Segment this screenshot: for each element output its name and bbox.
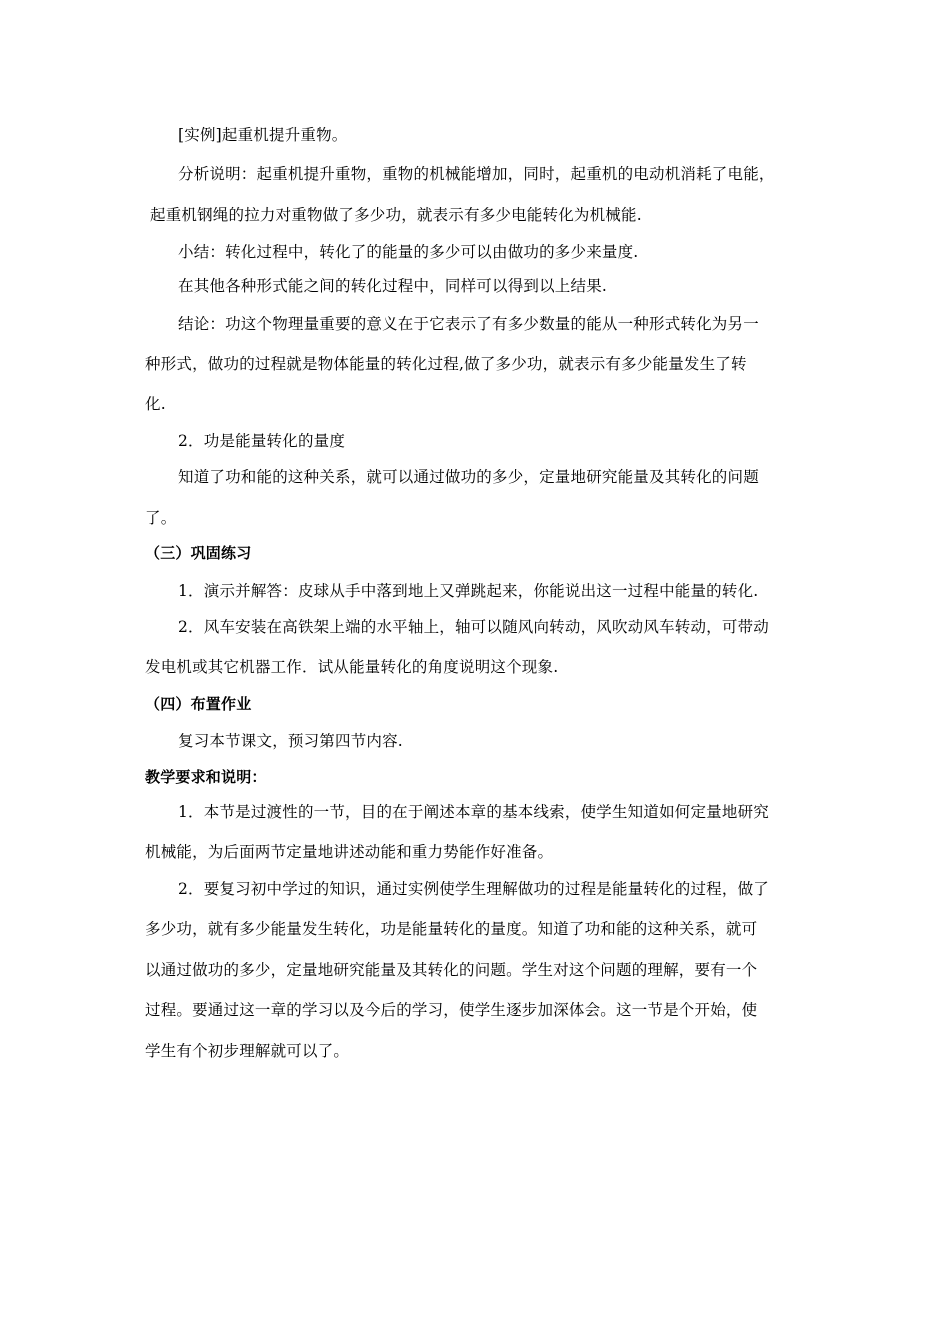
conclusion-line-1: 结论：功这个物理量重要的意义在于它表示了有多少数量的能从一种形式转化为另一	[178, 315, 759, 333]
conclusion-line-3: 化.	[145, 395, 166, 413]
requirement-2-line-3: 以通过做功的多少，定量地研究能量及其转化的问题。学生对这个问题的理解，要有一个	[145, 961, 758, 979]
requirement-2-line-2: 多少功，就有多少能量发生转化，功是能量转化的量度。知道了功和能的这种关系，就可	[145, 920, 758, 938]
analysis-line-1: 分析说明：起重机提升重物，重物的机械能增加，同时，起重机的电动机消耗了电能，	[178, 165, 775, 183]
example-line: [实例]起重机提升重物。	[178, 126, 348, 144]
section-heading-requirements: 教学要求和说明：	[145, 768, 267, 786]
requirement-2-line-5: 学生有个初步理解就可以了。	[145, 1042, 350, 1060]
relation-line-1: 知道了功和能的这种关系，就可以通过做功的多少，定量地研究能量及其转化的问题	[178, 468, 759, 486]
relation-line-2: 了。	[145, 509, 177, 527]
heading-work-measure: 2．功是能量转化的量度	[178, 432, 346, 450]
conclusion-line-2: 种形式，做功的过程就是物体能量的转化过程,做了多少功，就表示有多少能量发生了转	[145, 355, 747, 373]
requirement-2-line-1: 2．要复习初中学过的知识，通过实例使学生理解做功的过程是能量转化的过程，做了	[178, 880, 769, 898]
analysis-line-2: 起重机钢绳的拉力对重物做了多少功，就表示有多少电能转化为机械能.	[150, 206, 642, 224]
practice-item-2-line-2: 发电机或其它机器工作．试从能量转化的角度说明这个现象.	[145, 658, 559, 676]
section-heading-practice: （三）巩固练习	[145, 544, 252, 562]
practice-item-2-line-1: 2．风车安装在高铁架上端的水平轴上，轴可以随风向转动，风吹动风车转动，可带动	[178, 618, 769, 636]
requirement-1-line-2: 机械能，为后面两节定量地讲述动能和重力势能作好准备。	[145, 843, 554, 861]
homework-line: 复习本节课文，预习第四节内容.	[178, 732, 403, 750]
other-forms-line: 在其他各种形式能之间的转化过程中，同样可以得到以上结果.	[178, 277, 608, 295]
practice-item-1: 1．演示并解答：皮球从手中落到地上又弹跳起来，你能说出这一过程中能量的转化.	[178, 582, 759, 600]
section-heading-homework: （四）布置作业	[145, 695, 252, 713]
requirement-1-line-1: 1．本节是过渡性的一节，目的在于阐述本章的基本线索，使学生知道如何定量地研究	[178, 803, 769, 821]
requirement-2-line-4: 过程。要通过这一章的学习以及今后的学习，使学生逐步加深体会。这一节是个开始，使	[145, 1001, 758, 1019]
summary-line: 小结：转化过程中，转化了的能量的多少可以由做功的多少来量度.	[178, 243, 639, 261]
